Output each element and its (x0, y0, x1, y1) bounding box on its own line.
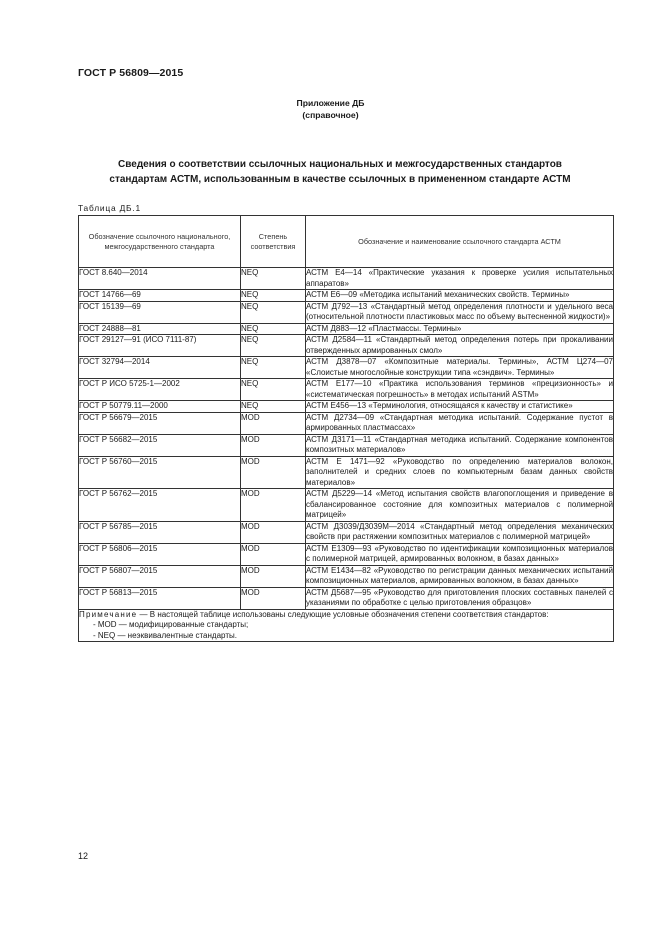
cell-national-standard: ГОСТ Р 50779.11—2000 (79, 401, 241, 413)
cell-national-standard: ГОСТ 15139—69 (79, 301, 241, 323)
note-item-neq: - NEQ — неэквивалентные стандарты. (93, 630, 237, 640)
annex-type: (справочное) (302, 110, 359, 120)
cell-degree: NEQ (241, 401, 306, 413)
cell-astm-standard: АСТМ Д3171—11 «Стандартная методика испытаний. Содержание компонентов композитных материалов» (306, 434, 613, 454)
cell-national-standard: ГОСТ 29127—91 (ИСО 7111-87) (79, 335, 241, 357)
cell-national-standard: ГОСТ Р 56679—2015 (79, 412, 241, 434)
table-row (79, 456, 614, 489)
cell-degree: MOD (241, 456, 306, 489)
table-row (79, 290, 614, 302)
header-degree: Степень соответствия (241, 216, 306, 268)
table-body (79, 268, 614, 610)
table-row (79, 434, 614, 456)
cell-national-standard: ГОСТ 8.640—2014 (79, 268, 241, 290)
header-astm-standard: Обозначение и наименование ссылочного стандарта АСТМ (306, 216, 614, 268)
table-row (79, 587, 614, 609)
table-note (79, 609, 614, 642)
table-row (79, 379, 614, 401)
header-national-standard: Обозначение ссылочного национального, межгосударственного стандарта (79, 216, 241, 268)
cell-degree: MOD (241, 489, 306, 522)
cell-degree: MOD (241, 543, 306, 565)
cell-astm-standard: АСТМ Д2734—09 «Стандартная методика испытаний. Содержание пустот в армированных пластмассах» (306, 412, 613, 432)
cell-degree: NEQ (241, 335, 306, 357)
cell-degree: NEQ (241, 268, 306, 290)
cell-astm-standard: АСТМ Е4—14 «Практические указания к проверке усилия испытательных аппаратов» (306, 268, 613, 288)
table-row (79, 489, 614, 522)
standard-number-header: ГОСТ Р 56809—2015 (78, 67, 184, 79)
cell-degree: MOD (241, 434, 306, 456)
cell-national-standard: ГОСТ Р ИСО 5725-1—2002 (79, 379, 241, 401)
page-number: 12 (78, 851, 89, 861)
cell-astm-standard: АСТМ Д3039/Д3039М—2014 «Стандартный метод определения механических свойств при растяжении композитных материалов с полимерной матрицей» (306, 521, 613, 541)
cell-astm-standard: АСТМ Д2584—11 «Стандартный метод определения потерь при прокаливании отвержденных армированных смол» (306, 335, 613, 355)
table-row (79, 401, 614, 413)
section-heading (70, 157, 610, 187)
cell-degree: MOD (241, 565, 306, 587)
cell-degree: MOD (241, 412, 306, 434)
cell-degree: NEQ (241, 357, 306, 379)
table-note-row (79, 609, 614, 642)
cell-astm-standard: АСТМ Е1434—82 «Руководство по регистрации данных механических испытаний композиционных материалов, армированных волокном, в базах данных» (306, 565, 613, 585)
cell-astm-standard: АСТМ Д5229—14 «Метод испытания свойств влагопоглощения и приведение в сбалансированное состояние для композитных материалов с полимерной матрицей» (306, 489, 613, 519)
cell-national-standard: ГОСТ Р 56762—2015 (79, 489, 241, 522)
cell-astm-standard: АСТМ Д883—12 «Пластмассы. Термины» (306, 323, 614, 335)
cell-national-standard: ГОСТ 24888—81 (79, 323, 241, 335)
note-label: Примечание (79, 609, 138, 619)
table-row (79, 412, 614, 434)
cell-astm-standard: АСТМ Д5687—95 «Руководство для приготовления плоских составных панелей с указаниями по обработке с целью приготовления образцов» (306, 587, 613, 607)
cell-national-standard: ГОСТ Р 56785—2015 (79, 521, 241, 543)
note-text: — В настоящей таблице использованы следующие условные обозначения степени соответствия стандартов: (137, 609, 549, 619)
cell-astm-standard: АСТМ Е 1471—92 «Руководство по определению материалов волокон, заполнителей и средних слоев по компьютерным базам данных свойств материалов» (306, 456, 613, 487)
cell-degree: NEQ (241, 323, 306, 335)
cell-national-standard: ГОСТ Р 56760—2015 (79, 456, 241, 489)
table-row (79, 521, 614, 543)
cell-astm-standard: АСТМ Е6—09 «Методика испытаний механических свойств. Термины» (306, 290, 614, 302)
heading-line-1: Сведения о соответствии ссылочных национальных и межгосударственных стандартов (118, 159, 562, 170)
table-row (79, 335, 614, 357)
cell-astm-standard: АСТМ Е1309—93 «Руководство по идентификации композиционных материалов с полимерной матрицей, армированных волокном, в базах данных» (306, 543, 613, 563)
note-item-mod: - MOD — модифицированные стандарты; (93, 620, 249, 629)
annex-block (0, 97, 661, 121)
cell-national-standard: ГОСТ Р 56813—2015 (79, 587, 241, 609)
cell-astm-standard: АСТМ Е456—13 «Терминология, относящаяся к качеству и статистике» (306, 401, 614, 413)
table-row (79, 301, 614, 323)
cell-astm-standard: АСТМ Д3878—07 «Композитные материалы. Термины», АСТМ Ц274—07 «Слоистые многослойные конструкции типа «сэндвич». Термины» (306, 357, 613, 377)
cell-astm-standard: АСТМ Д792—13 «Стандартный метод определения плотности и удельного веса (относительной плотности пластиковых масс по объему вытесненной жидкости)» (306, 301, 613, 321)
cell-national-standard: ГОСТ Р 56682—2015 (79, 434, 241, 456)
table-row (79, 323, 614, 335)
correspondence-table (78, 215, 614, 642)
cell-degree: NEQ (241, 379, 306, 401)
table-row (79, 268, 614, 290)
heading-line-2: стандартам АСТМ, использованным в качестве ссылочных в примененном стандарте АСТМ (109, 174, 571, 185)
cell-degree: NEQ (241, 301, 306, 323)
table-row (79, 565, 614, 587)
cell-degree: NEQ (241, 290, 306, 302)
cell-national-standard: ГОСТ Р 56806—2015 (79, 543, 241, 565)
cell-national-standard: ГОСТ 32794—2014 (79, 357, 241, 379)
cell-national-standard: ГОСТ Р 56807—2015 (79, 565, 241, 587)
table-row (79, 543, 614, 565)
annex-title: Приложение ДБ (296, 98, 365, 108)
cell-degree: MOD (241, 587, 306, 609)
cell-national-standard: ГОСТ 14766—69 (79, 290, 241, 302)
table-header-row (79, 216, 614, 268)
cell-astm-standard: АСТМ Е177—10 «Практика использования терминов «прецизионность» и «систематическая погрешность» в методах испытаний ASTM» (306, 379, 613, 399)
table-caption: Таблица ДБ.1 (78, 203, 141, 213)
cell-degree: MOD (241, 521, 306, 543)
table-row (79, 357, 614, 379)
